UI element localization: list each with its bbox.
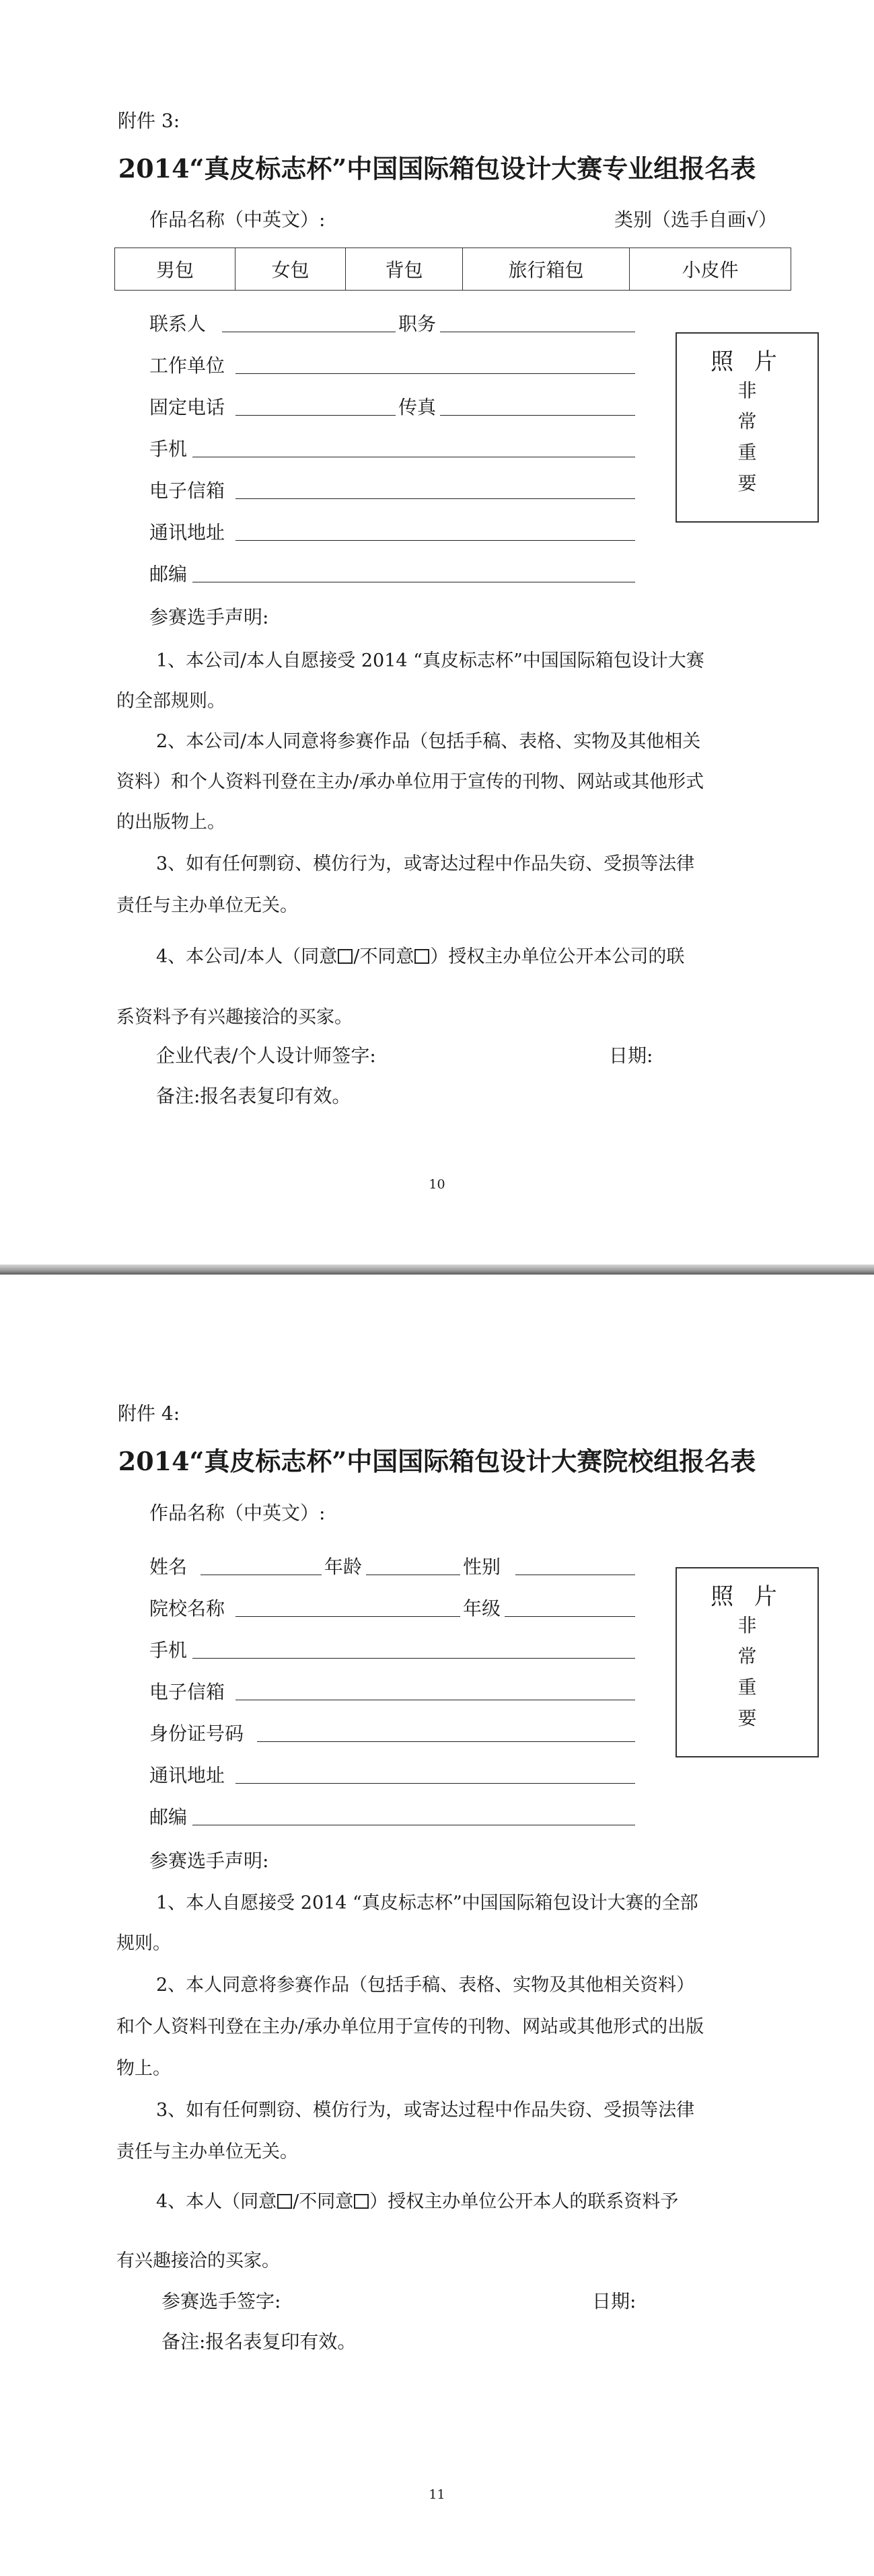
- page-10: [0, 0, 874, 1264]
- signature-label: 参赛选手签字:: [161, 2290, 281, 2312]
- declaration-text: 1、本人自愿接受 2014 “真皮标志杯”中国国际箱包设计大赛的全部: [156, 1893, 698, 1914]
- note-text: 备注:报名表复印有效。: [161, 2331, 357, 2353]
- photo-note: 非 常 重 要: [737, 1614, 757, 1729]
- category-cell[interactable]: 背包: [346, 248, 463, 291]
- note-text: 备注:报名表复印有效。: [156, 1085, 351, 1107]
- declaration-text: 的全部规则。: [116, 691, 225, 712]
- category-cell[interactable]: 旅行箱包: [463, 248, 630, 291]
- declaration-text: 责任与主办单位无关。: [116, 2142, 298, 2162]
- address-label: 通讯地址: [149, 1764, 225, 1786]
- email-label: 电子信箱: [149, 1681, 225, 1703]
- photo-note: 非 常 重 要: [737, 379, 757, 494]
- position-label: 职务: [398, 313, 437, 335]
- page-divider: [0, 1264, 874, 1275]
- company-field[interactable]: [235, 373, 635, 374]
- disagree-checkbox[interactable]: [414, 949, 429, 964]
- date-label: 日期:: [592, 2290, 636, 2312]
- id-number-label: 身份证号码: [149, 1722, 244, 1745]
- school-field[interactable]: [235, 1616, 460, 1617]
- declaration-title: 参赛选手声明:: [149, 1850, 269, 1872]
- postcode-label: 邮编: [149, 563, 188, 585]
- id-number-field[interactable]: [257, 1741, 635, 1742]
- consent-line: 4、本人（同意 /不同意 ）授权主办单位公开本人的联系资料予: [156, 2191, 679, 2212]
- declaration-text: 2、本人同意将参赛作品（包括手稿、表格、实物及其他相关资料）: [156, 1975, 695, 1996]
- declaration-text: 责任与主办单位无关。: [116, 895, 298, 916]
- photo-title: 照 片: [711, 348, 784, 375]
- declaration-text: 物上。: [116, 2058, 171, 2079]
- declaration-text: 和个人资料刊登在主办/承办单位用于宣传的刊物、网站或其他形式的出版: [116, 2016, 704, 2037]
- work-name-label: 作品名称（中英文）:: [149, 209, 326, 231]
- name-label: 姓名: [149, 1556, 188, 1578]
- phone-field[interactable]: [235, 415, 396, 416]
- declaration-text: 规则。: [116, 1933, 171, 1954]
- grade-label: 年级: [463, 1597, 501, 1620]
- age-label: 年龄: [324, 1556, 363, 1578]
- declaration-text: 1、本公司/本人自愿接受 2014 “真皮标志杯”中国国际箱包设计大赛: [156, 650, 704, 671]
- address-field[interactable]: [235, 1783, 635, 1784]
- email-field[interactable]: [235, 498, 635, 499]
- contact-label: 联系人: [149, 313, 207, 335]
- school-label: 院校名称: [149, 1597, 225, 1620]
- photo-box[interactable]: [676, 1567, 819, 1757]
- declaration-text: 3、如有任何剽窃、模仿行为，或寄达过程中作品失窃、受损等法律: [156, 2100, 695, 2121]
- phone-label: 固定电话: [149, 396, 225, 418]
- page-11: [0, 1275, 874, 2576]
- attachment-label: 附件 3:: [118, 110, 180, 132]
- declaration-title: 参赛选手声明:: [149, 606, 269, 628]
- agree-checkbox[interactable]: [338, 949, 353, 964]
- email-label: 电子信箱: [149, 480, 225, 502]
- page-number: 11: [429, 2487, 445, 2502]
- form-title: 2014“真皮标志杯”中国国际箱包设计大赛专业组报名表: [118, 153, 756, 184]
- address-label: 通讯地址: [149, 521, 225, 543]
- work-name-label: 作品名称（中英文）:: [149, 1502, 326, 1524]
- page-number: 10: [429, 1177, 445, 1192]
- photo-title: 照 片: [711, 1583, 784, 1610]
- category-cell[interactable]: 女包: [235, 248, 346, 291]
- disagree-checkbox[interactable]: [354, 2194, 369, 2209]
- declaration-text: 3、如有任何剽窃、模仿行为，或寄达过程中作品失窃、受损等法律: [156, 854, 695, 874]
- mobile-label: 手机: [149, 438, 188, 460]
- fax-field[interactable]: [440, 415, 635, 416]
- grade-field[interactable]: [505, 1616, 635, 1617]
- gender-label: 性别: [463, 1556, 501, 1578]
- photo-box[interactable]: [676, 332, 819, 523]
- category-table: [114, 248, 791, 291]
- declaration-text: 系资料予有兴趣接洽的买家。: [116, 1007, 353, 1028]
- declaration-text: 资料）和个人资料刊登在主办/承办单位用于宣传的刊物、网站或其他形式: [116, 771, 704, 792]
- form-title: 2014“真皮标志杯”中国国际箱包设计大赛院校组报名表: [118, 1446, 756, 1476]
- declaration-text: 有兴趣接洽的买家。: [116, 2250, 280, 2271]
- fax-label: 传真: [398, 396, 437, 418]
- company-label: 工作单位: [149, 354, 225, 377]
- declaration-text: 2、本公司/本人同意将参赛作品（包括手稿、表格、实物及其他相关: [156, 731, 701, 752]
- signature-label: 企业代表/个人设计师签字:: [156, 1045, 376, 1067]
- address-field[interactable]: [235, 540, 635, 541]
- attachment-label: 附件 4:: [118, 1402, 180, 1425]
- category-label: 类别（选手自画√）: [614, 209, 777, 231]
- mobile-field[interactable]: [192, 1658, 635, 1659]
- declaration-text: 的出版物上。: [116, 812, 225, 833]
- mobile-label: 手机: [149, 1639, 188, 1661]
- category-cell[interactable]: 小皮件: [630, 248, 791, 291]
- agree-checkbox[interactable]: [277, 2194, 292, 2209]
- category-cell[interactable]: 男包: [115, 248, 235, 291]
- postcode-label: 邮编: [149, 1806, 188, 1828]
- date-label: 日期:: [609, 1045, 653, 1067]
- consent-line: 4、本公司/本人（同意 /不同意 ）授权主办单位公开本公司的联: [156, 946, 685, 967]
